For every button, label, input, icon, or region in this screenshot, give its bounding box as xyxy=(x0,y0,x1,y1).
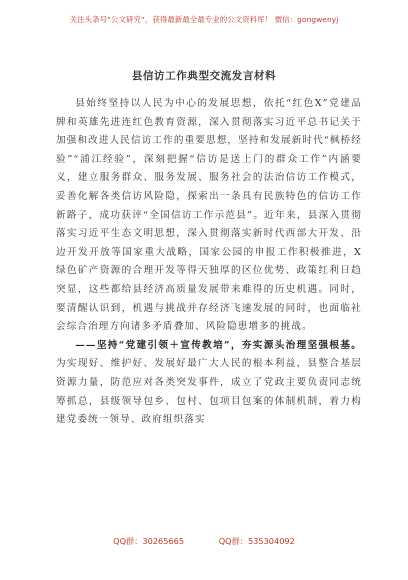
section-paragraph xyxy=(56,337,362,430)
document-body xyxy=(56,95,362,430)
header-banner: 关注头条号“公文研究”，获得最新最全最专业的公文资料库！ 微信：gongwenyj xyxy=(69,15,339,24)
section-body: 为实现好、维护好、发展好最广大人民的根本利益，县整合基层资源力量，防范应对各类突发事件，成立了党政主要负责同志统筹抓总，县级领导包乡、包村、包项目包案的体制机制，着力构建党委统一领导、政府组织落实 xyxy=(56,358,362,426)
body-paragraph: 县始终坚持以人民为中心的发展思想，依托“红色X”党建品牌和英雄先进连红色教育资源，深入贯彻落实习近平总书记关于加强和改进人民信访工作的重要思想，坚持和发展新时代“枫桥经验”“浦江经验”，深刻把握“信访是送上门的群众工作”内涵要义，建立服务群众、服务发展、服务社会的法治信访工作模式，妥善化解各类信访风险隐，探索出一条具有民族特色的信访工作新路子，成功获评“全国信访工作示范县”。近年来，县深入贯彻落实习近平生态文明思想，深入贯彻落实新时代西部大开发、沿边开发开放等国家重大战略，国家公园的申报工作积极推进，X绿色矿产资源的合理开发等得天独厚的区位优势、政策红利日趋突显，这些都给县经济高质量发展带来难得的历史机遇。同时，要清醒认识到，机遇与挑战并存经济飞速发展的同时，也面临社会综合治理方向诸多矛盾叠加、风险隐患增多的挑战。 xyxy=(56,98,362,333)
footer-qq-group-2: QQ群：535304092 xyxy=(218,536,295,546)
document-title: 县信访工作典型交流发言材料 xyxy=(131,70,277,82)
footer-qq-group-1: QQ群：30265665 xyxy=(113,536,185,546)
section-heading: ——坚持“党建引领＋宣传教培”，夯实源头治理坚强根基。 xyxy=(75,339,362,351)
footer xyxy=(0,536,408,547)
